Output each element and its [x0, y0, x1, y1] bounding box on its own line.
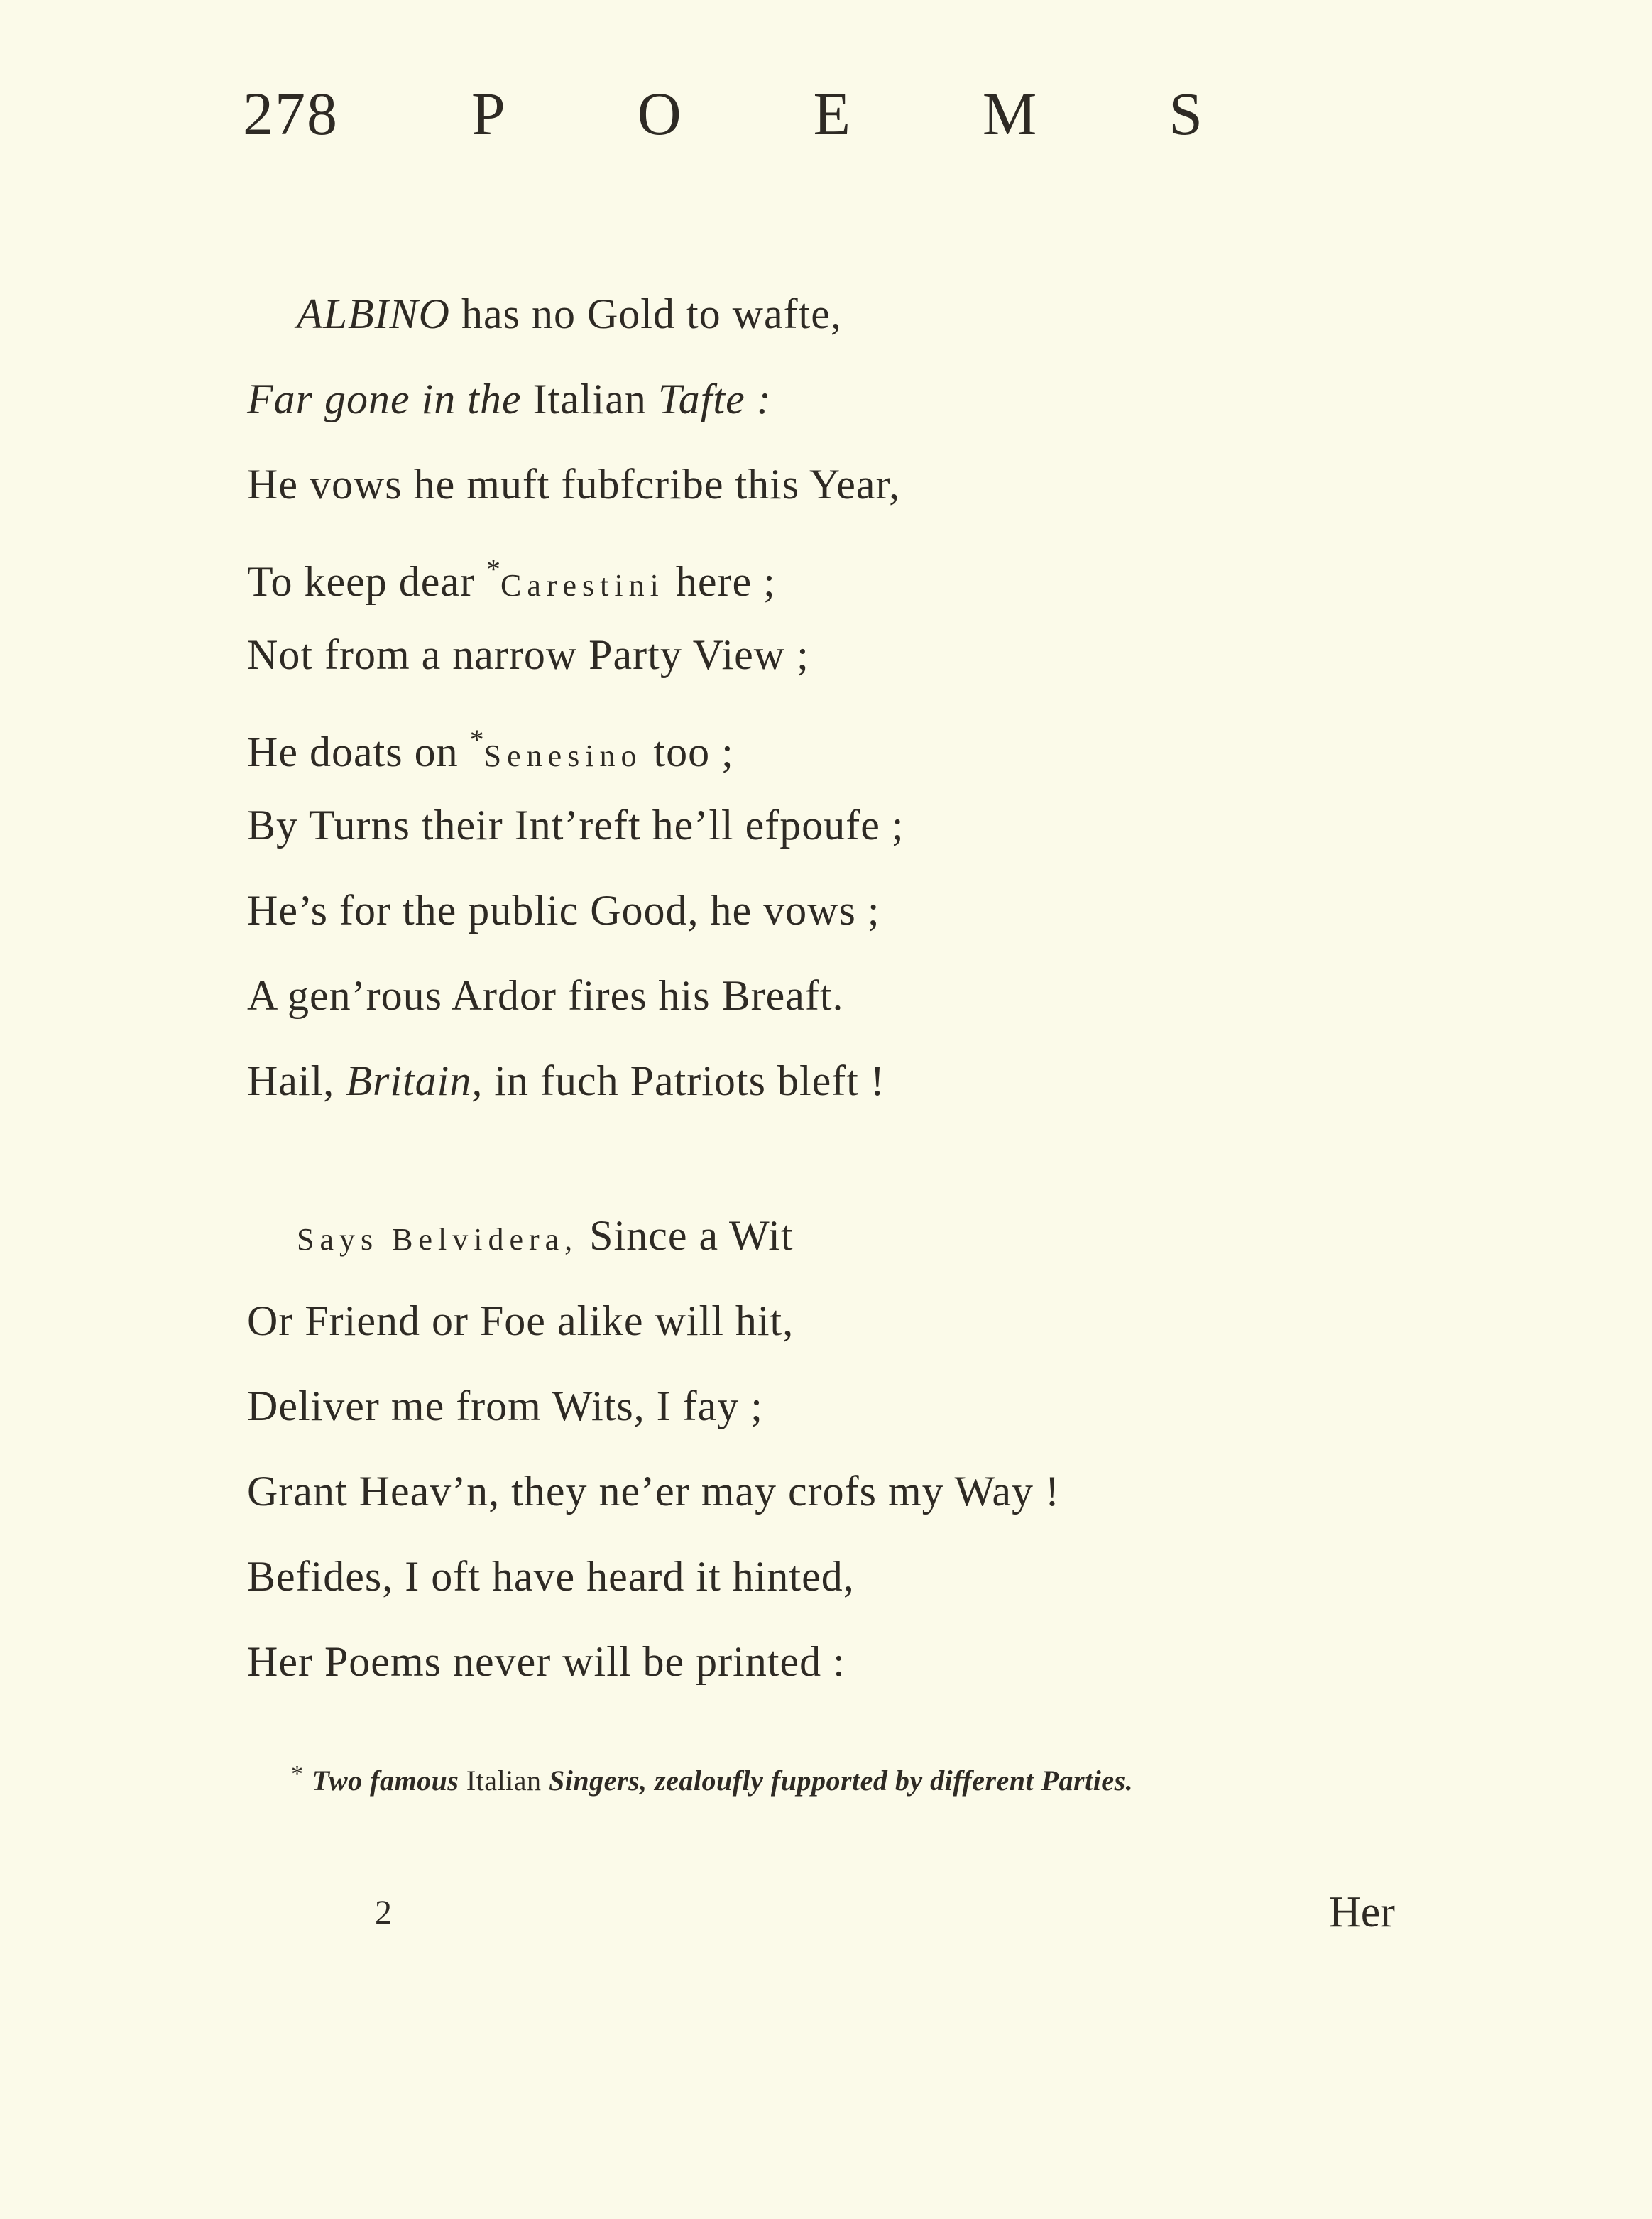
verse-text: Grant Heav’n, they ne’er may crofs my Way !	[247, 1468, 1060, 1515]
footnote-italic: Singers, zealoufly fupported by different Parties.	[549, 1765, 1134, 1797]
verse-italic: Tafte :	[657, 376, 772, 422]
running-head	[471, 78, 1203, 149]
verse-text: He’s for the public Good, he vows ;	[247, 887, 880, 934]
verse-line	[247, 364, 1355, 449]
verse-text: too ;	[642, 729, 734, 775]
page-number: 278	[243, 80, 339, 148]
verse-line	[247, 1626, 1355, 1711]
stanza-albino	[247, 278, 1355, 1130]
verse-italic: ALBINO	[297, 290, 450, 337]
verse-line	[247, 1200, 1355, 1285]
signature-mark: 2	[375, 1894, 392, 1931]
running-head-letter: S	[1169, 80, 1203, 148]
verse-line	[247, 449, 1355, 534]
verse-line	[247, 619, 1355, 704]
verse-line	[247, 1045, 1355, 1130]
footnote-mark: *	[291, 1761, 304, 1787]
verse-line	[247, 278, 1355, 364]
footnote-reference: *	[469, 724, 484, 756]
verse-line	[247, 1541, 1355, 1626]
footnote	[291, 1761, 1133, 1797]
verse-line	[247, 1456, 1355, 1541]
verse-line	[247, 1370, 1355, 1456]
verse-text: He vows he muft fubfcribe this Year,	[247, 461, 901, 508]
verse-italic: Far gone in the	[247, 376, 522, 422]
verse-line	[247, 790, 1355, 875]
verse-text: Her Poems never will be printed :	[247, 1638, 846, 1685]
verse-line	[247, 534, 1355, 619]
running-head-letter: O	[637, 80, 682, 148]
verse-italic: Britain,	[346, 1057, 483, 1104]
verse-text: He doats on	[247, 729, 470, 775]
catchword: Her	[1329, 1888, 1395, 1936]
singer-name-senesino: Senesino	[483, 738, 642, 773]
footnote-reference: *	[486, 553, 500, 585]
verse-text: has no Gold to wafte,	[450, 290, 842, 337]
running-head-letter: M	[982, 80, 1037, 148]
verse-text: A gen’rous Ardor fires his Breaft.	[247, 972, 844, 1019]
verse-line	[247, 875, 1355, 960]
speaker-name: Says Belvidera,	[297, 1222, 579, 1257]
verse-text: Befides, I oft have heard it hinted,	[247, 1553, 855, 1600]
verse-text: To keep dear	[247, 558, 486, 605]
singer-name-carestini: Carestini	[500, 568, 664, 603]
verse-line	[247, 704, 1355, 790]
verse-text: Hail,	[247, 1057, 346, 1104]
verse-text: here ;	[664, 558, 776, 605]
footnote-text: Italian	[459, 1765, 549, 1797]
running-head-letter: E	[813, 80, 851, 148]
running-head-letter: P	[471, 80, 505, 148]
verse-line	[247, 1285, 1355, 1370]
verse-text: Since a Wit	[578, 1212, 794, 1259]
verse-text: Not from a narrow Party View ;	[247, 631, 809, 678]
verse-text: By Turns their Int’reft he’ll efpoufe ;	[247, 802, 904, 849]
verse-text: Deliver me from Wits, I fay ;	[247, 1383, 763, 1429]
footnote-italic: Two famous	[312, 1765, 459, 1797]
verse-text: Or Friend or Foe alike will hit,	[247, 1297, 794, 1344]
verse-text: Italian	[521, 376, 658, 422]
verse-line	[247, 960, 1355, 1045]
verse-text: in fuch Patriots bleft !	[483, 1057, 885, 1104]
stanza-belvidera	[247, 1200, 1355, 1711]
page-header	[243, 78, 1208, 149]
